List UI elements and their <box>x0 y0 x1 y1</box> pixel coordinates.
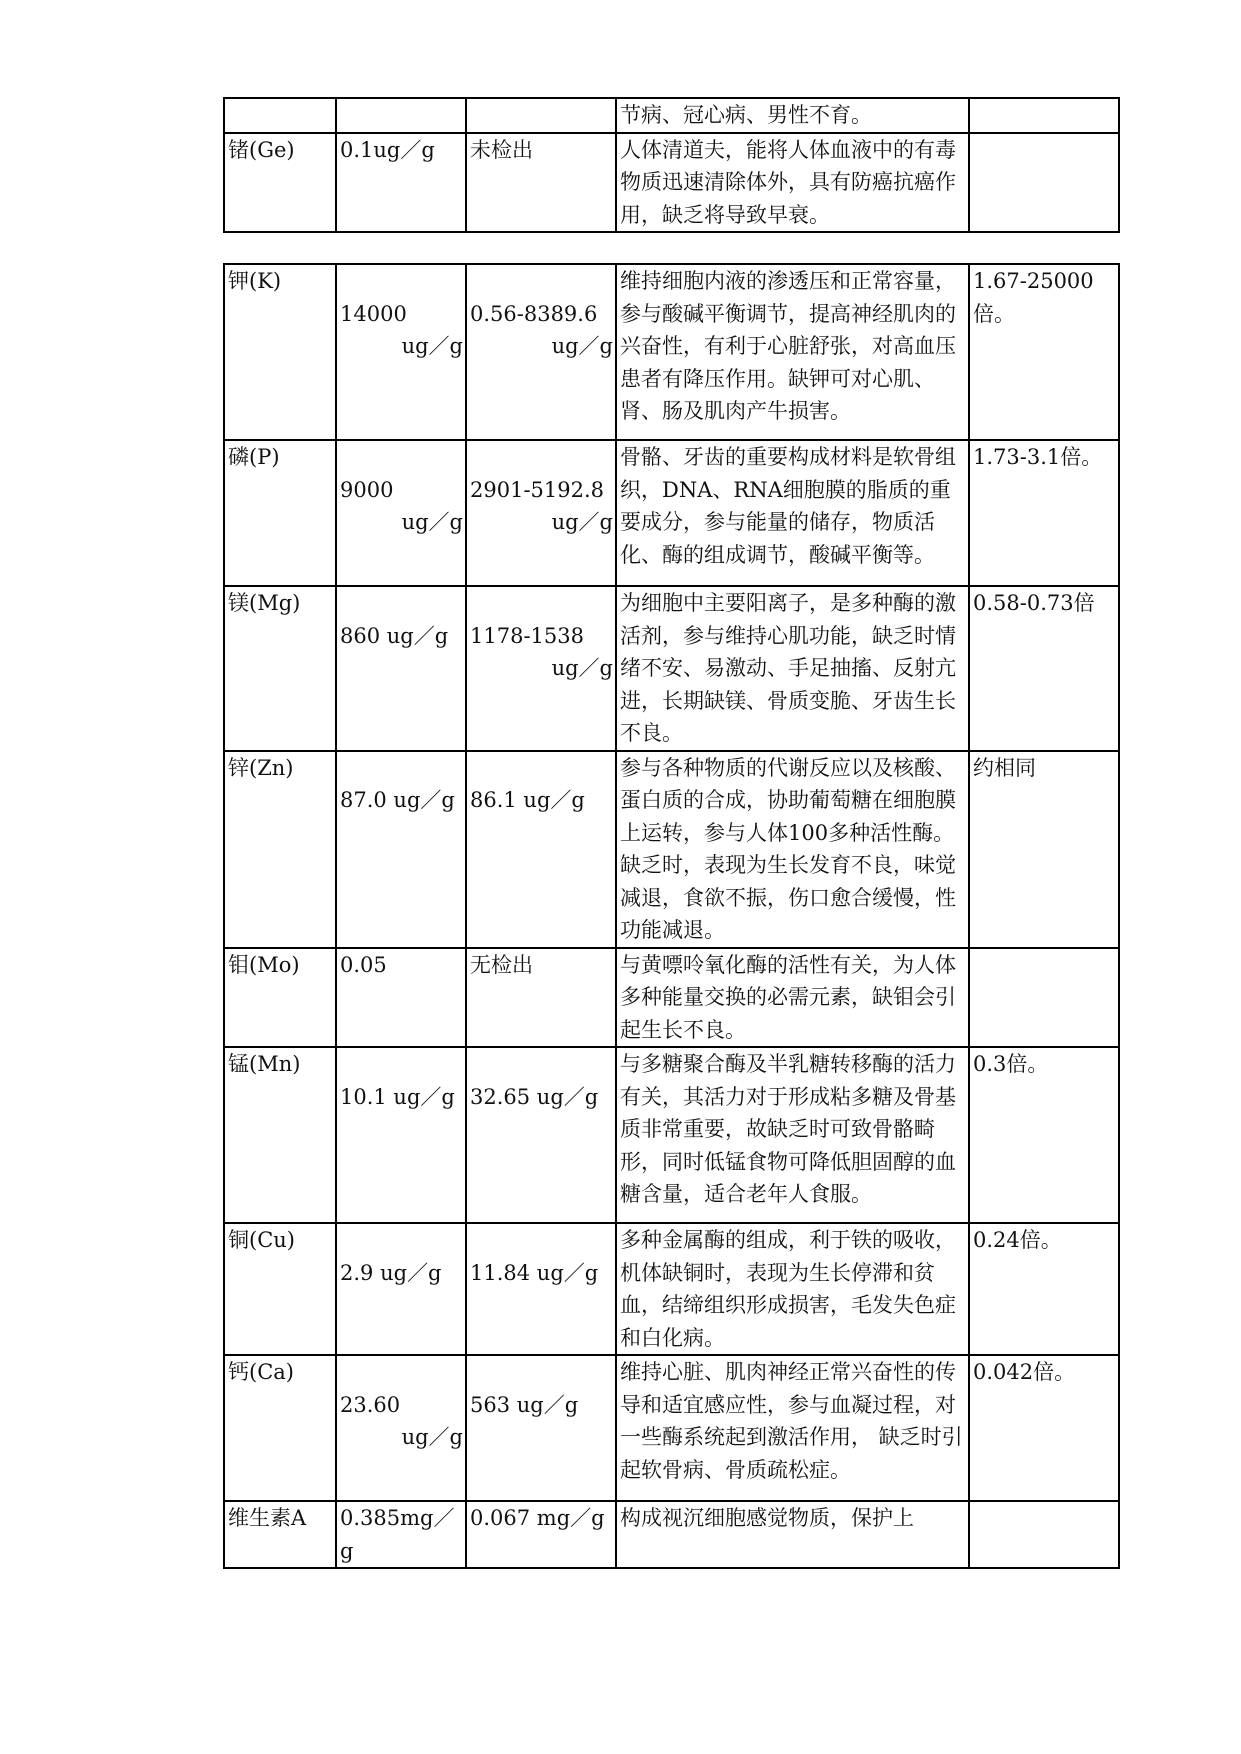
table-row <box>224 440 1119 586</box>
function-cell: 维持细胞内液的渗透压和正常容量，参与酸碱平衡调节，提高神经肌肉的兴奋性，有利于心脏舒张，对高血压患者有降压作用。缺钾可对心肌、肾、肠及肌肉产牛损害。 <box>616 264 969 440</box>
function-cell: 节病、冠心病、男性不育。 <box>616 98 969 133</box>
nutrient-table-continued <box>223 97 1120 233</box>
element-cell <box>224 440 336 586</box>
reference-cell: 未检出 <box>466 133 616 233</box>
content-cell <box>336 1355 466 1501</box>
element-cell <box>224 1047 336 1223</box>
reference-value: 32.65 ug／g <box>470 1084 599 1109</box>
reference-value: 2901-5192.8 <box>470 477 605 502</box>
element-name: 锌(Zn) <box>228 755 294 780</box>
element-name: 锰(Mn) <box>228 1052 301 1076</box>
reference-cell <box>466 98 616 133</box>
reference-cell <box>466 948 616 1048</box>
function-cell: 为细胞中主要阳离子，是多种酶的激活剂，参与维持心肌功能，缺乏时情绪不安、易激动、手足抽搐、反射亢进，长期缺镁、骨质变脆、牙齿生长不良。 <box>616 586 969 751</box>
element-cell <box>224 586 336 751</box>
element-name: 维生素A <box>228 1506 307 1530</box>
content-unit: ug／g <box>401 1425 463 1449</box>
function-cell: 多种金属酶的组成，利于铁的吸收，机体缺铜时，表现为生长停滞和贫血，结缔组织形成损害，毛发失色症和白化病。 <box>616 1223 969 1355</box>
table-row <box>224 1047 1119 1223</box>
table-row <box>224 948 1119 1048</box>
ratio-cell: 0.24倍。 <box>969 1223 1119 1355</box>
function-cell: 人体清道夫，能将人体血液中的有毒物质迅速清除体外，具有防癌抗癌作用，缺乏将导致早衰。 <box>616 133 969 233</box>
element-name: 钼(Mo) <box>228 952 300 977</box>
ratio-cell: 0.042倍。 <box>969 1355 1119 1501</box>
content-cell <box>336 1501 466 1568</box>
reference-cell <box>466 1047 616 1223</box>
element-name: 钾(K) <box>228 269 282 293</box>
reference-cell <box>466 1501 616 1568</box>
element-cell <box>224 1223 336 1355</box>
reference-cell <box>466 264 616 440</box>
ratio-cell: 0.58-0.73倍 <box>969 586 1119 751</box>
reference-value: 0.56-8389.6 <box>470 301 598 326</box>
reference-cell <box>466 440 616 586</box>
reference-value: 无检出 <box>470 952 533 977</box>
content-cell <box>336 98 466 133</box>
table-row <box>224 1355 1119 1501</box>
function-cell: 骨骼、牙齿的重要构成材料是软骨组织，DNA、RNA细胞膜的脂质的重要成分，参与能量的储存，物质活化、酶的组成调节，酸碱平衡等。 <box>616 440 969 586</box>
content-cell <box>336 751 466 948</box>
content-cell <box>336 1223 466 1355</box>
content-cell: 0.1ug／g <box>336 133 466 233</box>
element-name: 磷(P) <box>228 445 280 469</box>
function-cell: 参与各种物质的代谢反应以及核酸、蛋白质的合成，协助葡萄糖在细胞膜上运转，参与人体100多种活性酶。缺乏时，表现为生长发育不良，味觉减退，食欲不振，伤口愈合缓慢，性功能减退。 <box>616 751 969 948</box>
reference-value: 11.84 ug／g <box>470 1260 599 1285</box>
element-cell <box>224 1501 336 1568</box>
ratio-cell <box>969 1501 1119 1568</box>
reference-cell <box>466 1223 616 1355</box>
table-row <box>224 264 1119 440</box>
content-value: 10.1 ug／g <box>340 1084 455 1109</box>
content-unit: ug／g <box>401 510 463 534</box>
reference-unit: ug／g <box>551 334 613 358</box>
reference-value: 86.1 ug／g <box>470 788 585 812</box>
element-name: 钙(Ca) <box>228 1360 294 1384</box>
table-row <box>224 751 1119 948</box>
table-row <box>224 586 1119 751</box>
content-value: 9000 <box>340 477 394 502</box>
element-name: 铜(Cu) <box>228 1228 295 1252</box>
content-value: 0.05 <box>340 952 387 977</box>
content-value: 2.9 ug／g <box>340 1260 442 1285</box>
ratio-cell: 1.73-3.1倍。 <box>969 440 1119 586</box>
content-unit: ug／g <box>401 334 463 358</box>
table-row <box>224 133 1119 233</box>
ratio-cell: 约相同 <box>969 751 1119 948</box>
reference-unit: ug／g <box>551 656 613 680</box>
table-row <box>224 1501 1119 1568</box>
content-value: 0.385mg／g <box>340 1506 455 1563</box>
reference-unit: ug／g <box>551 510 613 534</box>
reference-value: 0.067 mg／g <box>470 1506 605 1530</box>
ratio-cell: 1.67-25000倍。 <box>969 264 1119 440</box>
element-cell <box>224 948 336 1048</box>
element-cell <box>224 1355 336 1501</box>
ratio-cell <box>969 948 1119 1048</box>
element-name: 镁(Mg) <box>228 591 301 615</box>
content-cell <box>336 264 466 440</box>
ratio-cell <box>969 133 1119 233</box>
function-cell: 与黄嘌呤氧化酶的活性有关，为人体多种能量交换的必需元素，缺钼会引起生长不良。 <box>616 948 969 1048</box>
function-cell: 维持心脏、肌肉神经正常兴奋性的传导和适宜感应性，参与血凝过程，对一些酶系统起到激活作用， 缺乏时引起软骨病、骨质疏松症。 <box>616 1355 969 1501</box>
content-value: 87.0 ug／g <box>340 788 455 812</box>
content-value: 23.60 <box>340 1392 401 1417</box>
content-cell <box>336 440 466 586</box>
element-cell: 锗(Ge) <box>224 133 336 233</box>
reference-cell <box>466 751 616 948</box>
table-row <box>224 1223 1119 1355</box>
element-cell <box>224 264 336 440</box>
element-cell <box>224 98 336 133</box>
nutrient-table <box>223 263 1120 1569</box>
content-cell <box>336 586 466 751</box>
content-cell <box>336 948 466 1048</box>
ratio-cell <box>969 98 1119 133</box>
reference-value: 563 ug／g <box>470 1392 579 1417</box>
function-cell: 与多糖聚合酶及半乳糖转移酶的活力有关，其活力对于形成粘多糖及骨基质非常重要，故缺乏时可致骨骼畸形，同时低锰食物可降低胆固醇的血糖含量，适合老年人食服。 <box>616 1047 969 1223</box>
function-cell: 构成视沉细胞感觉物质，保护上 <box>616 1501 969 1568</box>
table-row <box>224 98 1119 133</box>
content-cell <box>336 1047 466 1223</box>
content-value: 14000 <box>340 301 407 326</box>
element-cell <box>224 751 336 948</box>
reference-value: 1178-1538 <box>470 623 584 648</box>
ratio-cell: 0.3倍。 <box>969 1047 1119 1223</box>
reference-cell <box>466 586 616 751</box>
reference-cell <box>466 1355 616 1501</box>
content-value: 860 ug／g <box>340 623 449 648</box>
